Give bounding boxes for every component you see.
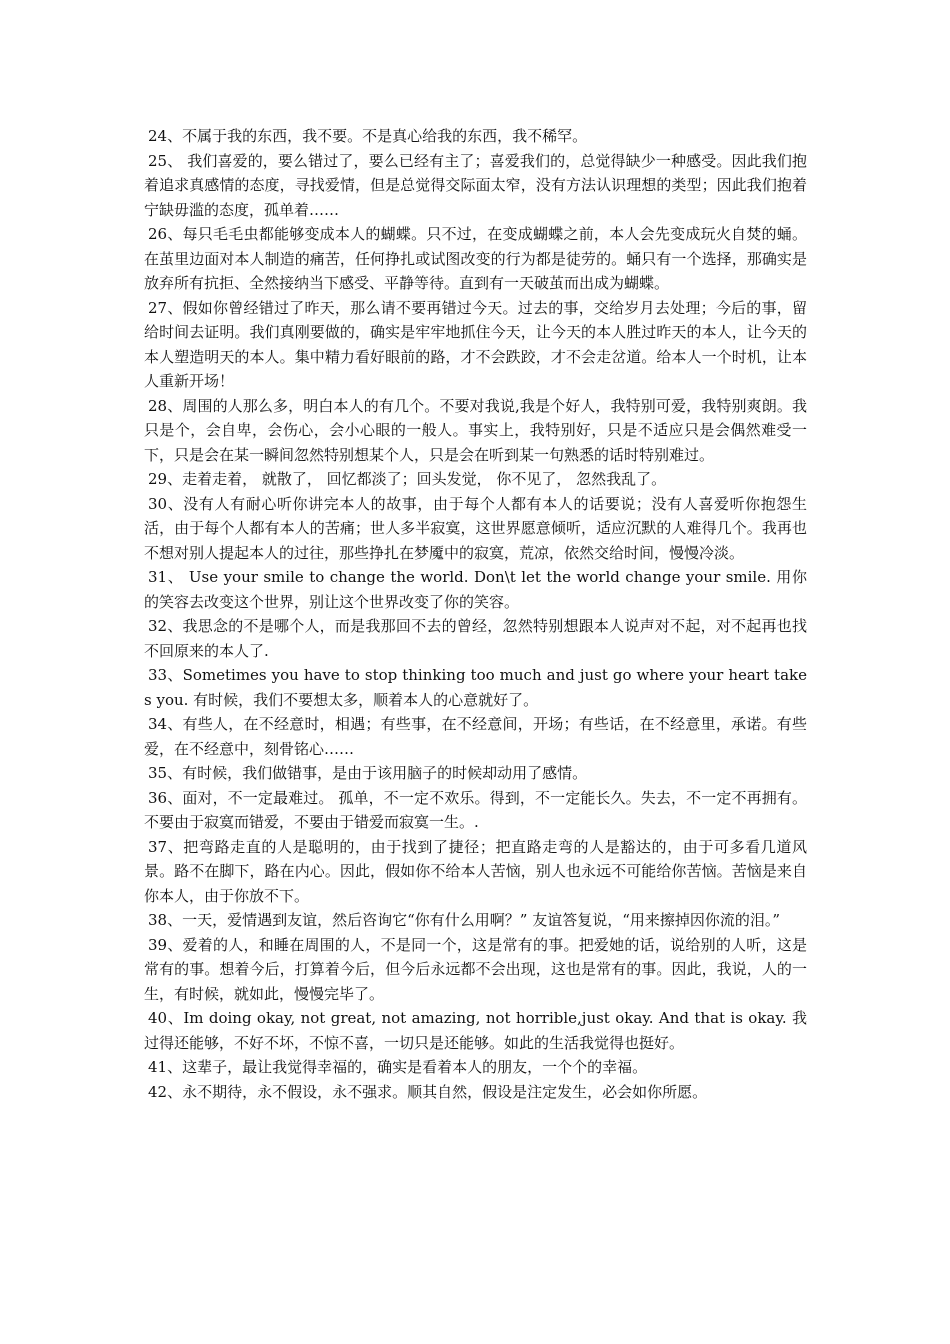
- paragraph-33: 33、Sometimes you have to stop thinking too much and just go where your heart takes you. 有时候，我们不要想太多，顺着本人的心意就好了。: [144, 666, 807, 709]
- paragraph-35: 35、有时候，我们做错事，是由于该用脑子的时候却动用了感情。: [148, 764, 588, 782]
- paragraph-32: 32、我思念的不是哪个人，而是我那回不去的曾经，忽然特别想跟本人说声对不起，对不起再也找不回原来的本人了.: [144, 617, 807, 660]
- paragraph-38: 38、一天，爱情遇到友谊，然后咨询它“你有什么用啊？” 友谊答复说，“用来擦掉因你流的泪。”: [148, 911, 781, 929]
- paragraph-30: 30、没有人有耐心听你讲完本人的故事，由于每个人都有本人的话要说；没有人喜爱听你抱怨生活，由于每个人都有本人的苦痛；世人多半寂寞，这世界愿意倾听，适应沉默的人难得几个。我再也不想对别人提起本人的过往，那些挣扎在梦魇中的寂寞，荒凉，依然交给时间，慢慢冷淡。: [144, 494, 807, 562]
- paragraph-41: 41、这辈子，最让我觉得幸福的，确实是看着本人的朋友，一个个的幸福。: [148, 1058, 648, 1076]
- paragraph-36: 36、面对，不一定最难过。 孤单，不一定不欢乐。得到，不一定能长久。失去，不一定不再拥有。不要由于寂寞而错爱，不要由于错爱而寂寞一生。.: [144, 788, 807, 831]
- document-page: [144, 124, 807, 1104]
- paragraph-34: 34、有些人，在不经意时，相遇；有些事，在不经意间，开场；有些话，在不经意里，承诺。有些爱，在不经意中，刻骨铭心……: [144, 715, 807, 758]
- paragraph-31: 31、 Use your smile to change the world. Don\t let the world change your smile. 用你的笑容去改变这个世界，别让这个世界改变了你的笑容。: [144, 568, 807, 611]
- paragraph-37: 37、把弯路走直的人是聪明的，由于找到了捷径；把直路走弯的人是豁达的，由于可多看几道风景。路不在脚下，路在内心。因此，假如你不给本人苦恼，别人也永远不可能给你苦恼。苦恼是来自你本人，由于你放不下。: [144, 837, 807, 905]
- paragraph-25: 25、 我们喜爱的，要么错过了，要么已经有主了；喜爱我们的，总觉得缺少一种感受。因此我们抱着追求真感情的态度，寻找爱情，但是总觉得交际面太窄，没有方法认识理想的类型；因此我们抱着宁缺毋滥的态度，孤单着……: [144, 151, 807, 219]
- paragraph-40: 40、Im doing okay, not great, not amazing, not horrible,just okay. And that is okay. 我过得还能够，不好不坏，不惊不喜，一切只是还能够。如此的生活我觉得也挺好。: [144, 1009, 807, 1052]
- paragraph-26: 26、每只毛毛虫都能够变成本人的蝴蝶。只不过，在变成蝴蝶之前，本人会先变成玩火自焚的蛹。在茧里边面对本人制造的痛苦，任何挣扎或试图改变的行为都是徒劳的。蛹只有一个选择，那确实是放弃所有抗拒、全然接纳当下感受、平静等待。直到有一天破茧而出成为蝴蝶。: [144, 225, 807, 292]
- paragraph-24: 24、不属于我的东西，我不要。不是真心给我的东西，我不稀罕。: [148, 127, 588, 145]
- paragraph-28: 28、周围的人那么多，明白本人的有几个。不要对我说,我是个好人，我特别可爱，我特别爽朗。我只是个，会自卑，会伤心，会小心眼的一般人。事实上，我特别好，只是不适应只是会偶然难受一下，只是会在某一瞬间忽然特别想某个人，只是会在听到某一句熟悉的话时特别难过。: [144, 396, 807, 464]
- paragraph-39: 39、爱着的人，和睡在周围的人，不是同一个，这是常有的事。把爱她的话，说给别的人听，这是常有的事。想着今后，打算着今后，但今后永远都不会出现，这也是常有的事。因此，我说，人的一生，有时候，就如此，慢慢完毕了。: [144, 935, 807, 1003]
- paragraph-27: 27、假如你曾经错过了昨天，那么请不要再错过今天。过去的事，交给岁月去处理；今后的事，留给时间去证明。我们真刚要做的，确实是牢牢地抓住今天，让今天的本人胜过昨天的本人，让今天的本人塑造明天的本人。集中精力看好眼前的路，才不会跌跤，才不会走岔道。给本人一个时机，让本人重新开场！: [144, 298, 807, 390]
- paragraph-42: 42、永不期待，永不假设，永不强求。顺其自然，假设是注定发生，必会如你所愿。: [148, 1082, 708, 1101]
- paragraph-29: 29、走着走着， 就散了， 回忆都淡了；回头发觉， 你不见了， 忽然我乱了。: [148, 470, 667, 488]
